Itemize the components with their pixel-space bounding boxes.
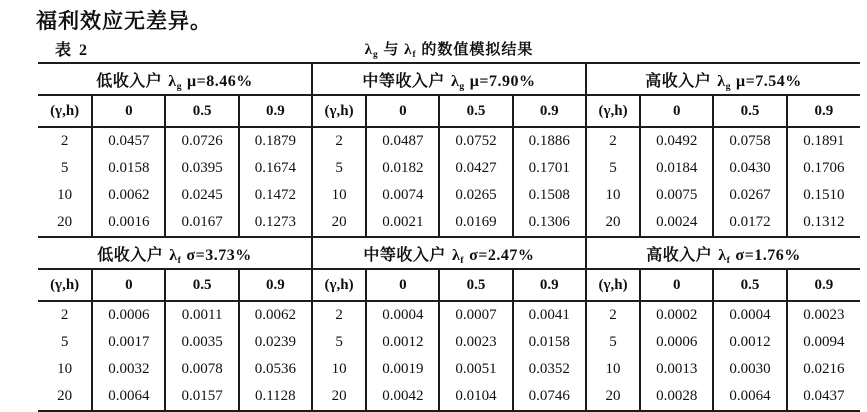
value-cell: 0.0012 [713,329,786,356]
gamma-cell: 20 [312,383,366,411]
symbol-text: λ [169,246,178,264]
value-cell: 0.0457 [92,127,165,155]
group-header-low-income [38,237,312,269]
value-cell: 0.0064 [92,383,165,411]
intro-paragraph: 福利效应无差异。 [36,9,212,33]
col-header: 0.5 [439,95,512,127]
table-row [38,155,860,182]
value-cell: 0.0184 [640,155,713,182]
title-part: 的数值模拟结果 [416,42,534,58]
value-cell: 0.0158 [513,329,586,356]
value-cell: 0.0041 [513,301,586,329]
simulation-results-table [38,62,860,412]
gamma-cell: 10 [57,361,73,377]
value-cell: 0.0427 [439,155,512,182]
group-household-label: 高收入户 [645,72,712,90]
col-header-gamma-h: (γ,h) [38,95,92,127]
symbol-text: λ [168,72,177,90]
value-cell: 0.0752 [439,127,512,155]
col-header: 0.9 [239,95,312,127]
symbol-subscript: f [726,254,731,266]
table-row [38,301,860,329]
value-cell: 0.0064 [713,383,786,411]
value-cell: 0.0032 [92,356,165,383]
gamma-cell: 20 [312,209,366,237]
col-header-gamma-h: (γ,h) [38,269,92,301]
value-cell: 0.0492 [640,127,713,155]
group-header-row [38,237,860,269]
value-cell: 0.0004 [366,301,439,329]
group-stat-label: σ=1.76% [735,246,801,264]
gamma-cell: 10 [586,182,640,209]
value-cell: 0.0094 [787,329,860,356]
value-cell: 0.0267 [713,182,786,209]
lambda-symbol [452,247,464,264]
value-cell: 0.0265 [439,182,512,209]
value-cell: 0.0216 [787,356,860,383]
value-cell: 0.0726 [165,127,238,155]
col-header: 0.9 [787,95,860,127]
value-cell: 0.1472 [239,182,312,209]
value-cell: 0.0536 [239,356,312,383]
value-cell: 0.0016 [92,209,165,237]
gamma-cell: 10 [586,356,640,383]
table-title [38,38,860,59]
group-header-middle-income [312,237,586,269]
value-cell: 0.1306 [513,209,586,237]
gamma-cell: 2 [312,127,366,155]
group-stat-label: σ=2.47% [469,246,535,264]
col-header: 0 [640,269,713,301]
group-household-label: 中等收入户 [362,72,445,90]
value-cell: 0.0352 [513,356,586,383]
value-cell: 0.0078 [165,356,238,383]
symbol-text: λ [718,246,727,264]
value-cell: 0.0746 [513,383,586,411]
symbol-subscript: g [176,80,183,92]
value-cell: 0.0011 [165,301,238,329]
lambda-symbol [718,247,730,264]
value-cell: 0.0172 [713,209,786,237]
gamma-cell: 2 [312,301,366,329]
lambda-symbol [717,73,731,90]
value-cell: 0.1879 [239,127,312,155]
gamma-cell: 5 [60,334,69,350]
group-household-label: 高收入户 [646,246,713,264]
col-header: 0 [92,269,165,301]
group-stat-label: μ=7.90% [469,72,536,90]
value-cell: 0.0012 [366,329,439,356]
col-header: 0.9 [513,95,586,127]
title-part: 与 λ [378,42,413,58]
value-cell: 0.0075 [640,182,713,209]
value-cell: 0.0002 [640,301,713,329]
group-household-label: 低收入户 [97,246,164,264]
col-header-gamma-h: (γ,h) [312,95,366,127]
value-cell: 0.0074 [366,182,439,209]
symbol-subscript: f [460,254,465,266]
gamma-cell: 10 [312,356,366,383]
col-header: 0 [92,95,165,127]
value-cell: 0.0006 [640,329,713,356]
value-cell: 0.0395 [165,155,238,182]
gamma-cell: 10 [312,182,366,209]
group-header-low-income [38,63,312,95]
gamma-cell: 5 [312,155,366,182]
value-cell: 0.0169 [439,209,512,237]
col-header: 0.9 [513,269,586,301]
value-cell: 0.0035 [165,329,238,356]
gamma-cell: 5 [60,160,69,176]
col-header: 0 [366,269,439,301]
value-cell: 0.0019 [366,356,439,383]
title-subscript: f [412,49,417,60]
table-row [38,356,860,383]
value-cell: 0.0030 [713,356,786,383]
value-cell: 0.0167 [165,209,238,237]
value-cell: 0.1701 [513,155,586,182]
col-header: 0.9 [239,269,312,301]
value-cell: 0.0024 [640,209,713,237]
col-header-gamma-h: (γ,h) [586,269,640,301]
symbol-subscript: g [725,80,732,92]
gamma-cell: 20 [586,383,640,411]
col-header: 0 [640,95,713,127]
gamma-cell: 2 [60,307,69,323]
symbol-text: λ [451,246,461,264]
title-subscript: g [372,49,379,60]
table-row [38,383,860,411]
value-cell: 0.0006 [92,301,165,329]
lambda-symbol [451,73,465,90]
group-stat-label: μ=7.54% [736,72,802,90]
value-cell: 0.0062 [92,182,165,209]
value-cell: 0.0758 [713,127,786,155]
lambda-symbol [169,247,181,264]
value-cell: 0.0013 [640,356,713,383]
value-cell: 0.1891 [787,127,860,155]
value-cell: 0.1508 [513,182,586,209]
table-row [38,209,860,237]
value-cell: 0.0051 [439,356,512,383]
col-header: 0.5 [165,95,238,127]
column-header-row [38,269,860,301]
col-header: 0 [366,95,439,127]
value-cell: 0.0004 [713,301,786,329]
table-row [38,182,860,209]
col-header-gamma-h: (γ,h) [312,269,366,301]
gamma-cell: 20 [57,214,73,230]
gamma-cell: 10 [57,187,73,203]
group-household-label: 低收入户 [96,72,163,90]
value-cell: 0.0487 [366,127,439,155]
symbol-text: λ [450,72,460,90]
value-cell: 0.0104 [439,383,512,411]
group-header-middle-income [312,63,586,95]
gamma-cell: 5 [586,329,640,356]
table-row [38,127,860,155]
value-cell: 0.1273 [239,209,312,237]
gamma-cell: 5 [312,329,366,356]
table-row [38,329,860,356]
gamma-cell: 2 [586,127,640,155]
value-cell: 0.0023 [439,329,512,356]
value-cell: 0.1510 [787,182,860,209]
symbol-text: λ [717,72,726,90]
value-cell: 0.0157 [165,383,238,411]
symbol-subscript: g [459,80,465,92]
value-cell: 0.0437 [787,383,860,411]
title-part: λ [364,42,373,58]
group-header-high-income [586,237,860,269]
column-header-row [38,95,860,127]
col-header: 0.5 [439,269,512,301]
col-header: 0.5 [165,269,238,301]
value-cell: 0.0007 [439,301,512,329]
col-header: 0.5 [713,269,786,301]
gamma-cell: 2 [60,133,69,149]
value-cell: 0.0430 [713,155,786,182]
gamma-cell: 2 [586,301,640,329]
col-header: 0.5 [713,95,786,127]
symbol-subscript: f [177,254,182,266]
col-header: 0.9 [787,269,860,301]
lambda-symbol [168,73,182,90]
value-cell: 0.0021 [366,209,439,237]
value-cell: 0.0158 [92,155,165,182]
group-stat-label: μ=8.46% [187,72,253,90]
value-cell: 0.0239 [239,329,312,356]
group-stat-label: σ=3.73% [186,246,252,264]
gamma-cell: 20 [57,388,73,404]
value-cell: 0.1312 [787,209,860,237]
gamma-cell: 5 [586,155,640,182]
group-header-high-income [586,63,860,95]
value-cell: 0.0017 [92,329,165,356]
table-caption [38,37,860,59]
group-household-label: 中等收入户 [363,246,446,264]
value-cell: 0.0245 [165,182,238,209]
group-header-row [38,63,860,95]
value-cell: 0.0023 [787,301,860,329]
value-cell: 0.0182 [366,155,439,182]
gamma-cell: 20 [586,209,640,237]
value-cell: 0.0042 [366,383,439,411]
value-cell: 0.0028 [640,383,713,411]
value-cell: 0.1706 [787,155,860,182]
col-header-gamma-h: (γ,h) [586,95,640,127]
value-cell: 0.1128 [239,383,312,411]
value-cell: 0.0062 [239,301,312,329]
table-label: 表 2 [55,42,90,59]
value-cell: 0.1674 [239,155,312,182]
value-cell: 0.1886 [513,127,586,155]
